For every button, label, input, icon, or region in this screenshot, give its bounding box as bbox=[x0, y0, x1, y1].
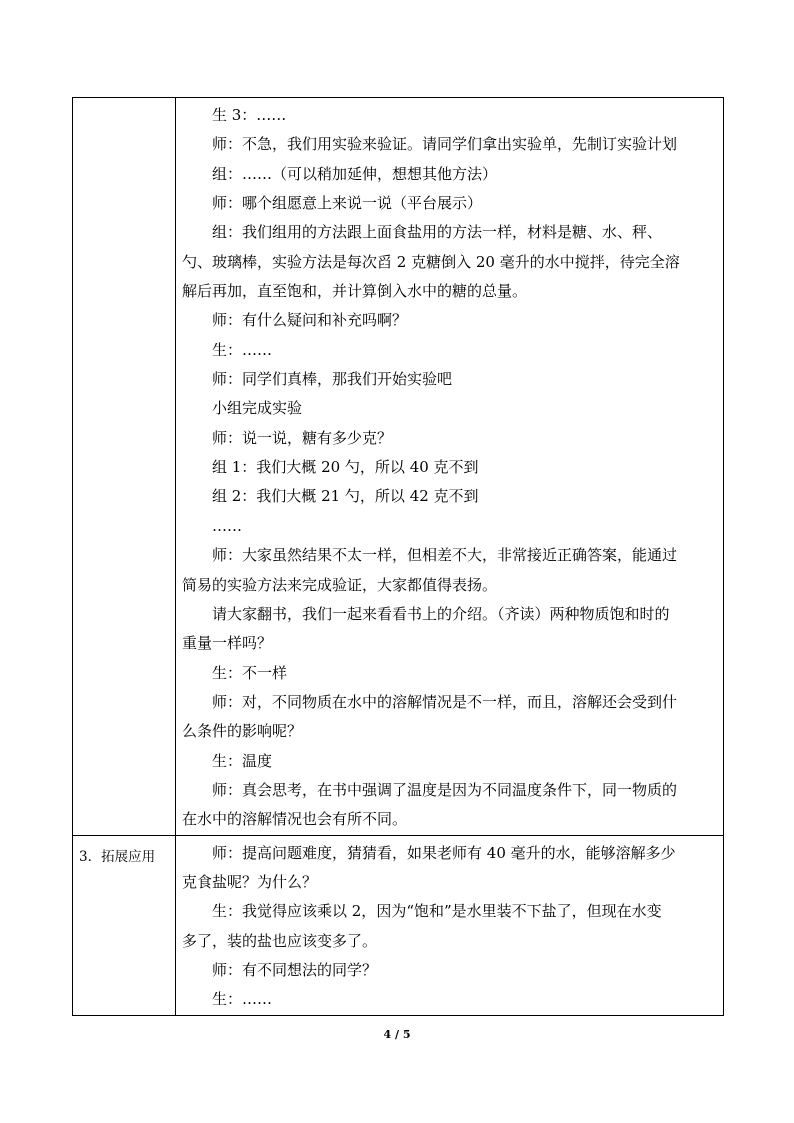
dialogue-line: 师：不急，我们用实验来验证。请同学们拿出实验单，先制订实验计划 bbox=[212, 135, 678, 154]
dialogue-line: 在水中的溶解情况也会有所不同。 bbox=[182, 810, 408, 829]
dialogue-line: 生：我觉得应该乘以 2，因为“饱和”是水里装不下盐了，但现在水变 bbox=[212, 902, 662, 921]
dialogue-line: 师：对，不同物质在水中的溶解情况是不一样，而且，溶解还会受到什 bbox=[212, 692, 678, 711]
section-label: 3．拓展应用 bbox=[79, 848, 156, 865]
table-row bbox=[73, 98, 724, 836]
table-row bbox=[73, 835, 724, 1015]
dialogue-line: 师：真会思考，在书中强调了温度是因为不同温度条件下，同一物质的 bbox=[212, 780, 678, 799]
dialogue-line: 多了，装的盐也应该变多了。 bbox=[182, 931, 378, 950]
dialogue-line: 小组完成实验 bbox=[212, 399, 303, 418]
section-label bbox=[73, 98, 175, 110]
dialogue-line: 简易的实验方法来完成验证，大家都值得表扬。 bbox=[182, 575, 498, 594]
content-cell bbox=[176, 835, 724, 1015]
dialogue-line: 师：同学们真棒，那我们开始实验吧 bbox=[212, 370, 453, 389]
dialogue-lines bbox=[176, 98, 723, 835]
dialogue-line: 生：温度 bbox=[212, 751, 273, 770]
dialogue-line: 么条件的影响呢？ bbox=[182, 722, 303, 741]
dialogue-line: 组 2：我们大概 21 勺，所以 42 克不到 bbox=[212, 487, 479, 506]
dialogue-line: 生：…… bbox=[212, 990, 273, 1009]
dialogue-line: 师：有什么疑问和补充吗啊？ bbox=[212, 311, 408, 330]
dialogue-line: 组 1：我们大概 20 勺，所以 40 克不到 bbox=[212, 458, 479, 477]
dialogue-line: …… bbox=[212, 516, 242, 535]
dialogue-line: 组：……（可以稍加延伸，想想其他方法） bbox=[212, 164, 498, 183]
dialogue-line: 重量一样吗？ bbox=[182, 634, 273, 653]
dialogue-line: 勺、玻璃棒，实验方法是每次舀 2 克糖倒入 20 毫升的水中搅拌，待完全溶 bbox=[182, 252, 680, 271]
dialogue-line: 师：提高问题难度，猜猜看，如果老师有 40 毫升的水，能够溶解多少 bbox=[212, 843, 676, 862]
dialogue-line: 解后再加，直至饱和，并计算倒入水中的糖的总量。 bbox=[182, 282, 528, 301]
page-number: 4 / 5 bbox=[383, 1028, 411, 1041]
dialogue-line: 师：大家虽然结果不太一样，但相差不大，非常接近正确答案，能通过 bbox=[212, 546, 678, 565]
dialogue-line: 组：我们组用的方法跟上面食盐用的方法一样，材料是糖、水、秤、 bbox=[212, 223, 663, 242]
dialogue-line: 请大家翻书，我们一起来看看书上的介绍。（齐读）两种物质饱和时的 bbox=[212, 604, 670, 623]
dialogue-line: 师：哪个组愿意上来说一说（平台展示） bbox=[212, 194, 483, 213]
dialogue-line: 生：…… bbox=[212, 340, 273, 359]
section-label-cell bbox=[73, 835, 176, 1015]
dialogue-lines bbox=[176, 836, 723, 1015]
dialogue-line: 师：有不同想法的同学？ bbox=[212, 960, 378, 979]
section-label-cell bbox=[73, 98, 176, 836]
dialogue-line: 师：说一说，糖有多少克？ bbox=[212, 428, 393, 447]
dialogue-line: 克食盐呢？为什么？ bbox=[182, 872, 318, 891]
content-cell bbox=[176, 98, 724, 836]
dialogue-line: 生 3：…… bbox=[212, 106, 287, 124]
lesson-plan-table bbox=[72, 97, 724, 1016]
dialogue-line: 生：不一样 bbox=[212, 663, 288, 682]
